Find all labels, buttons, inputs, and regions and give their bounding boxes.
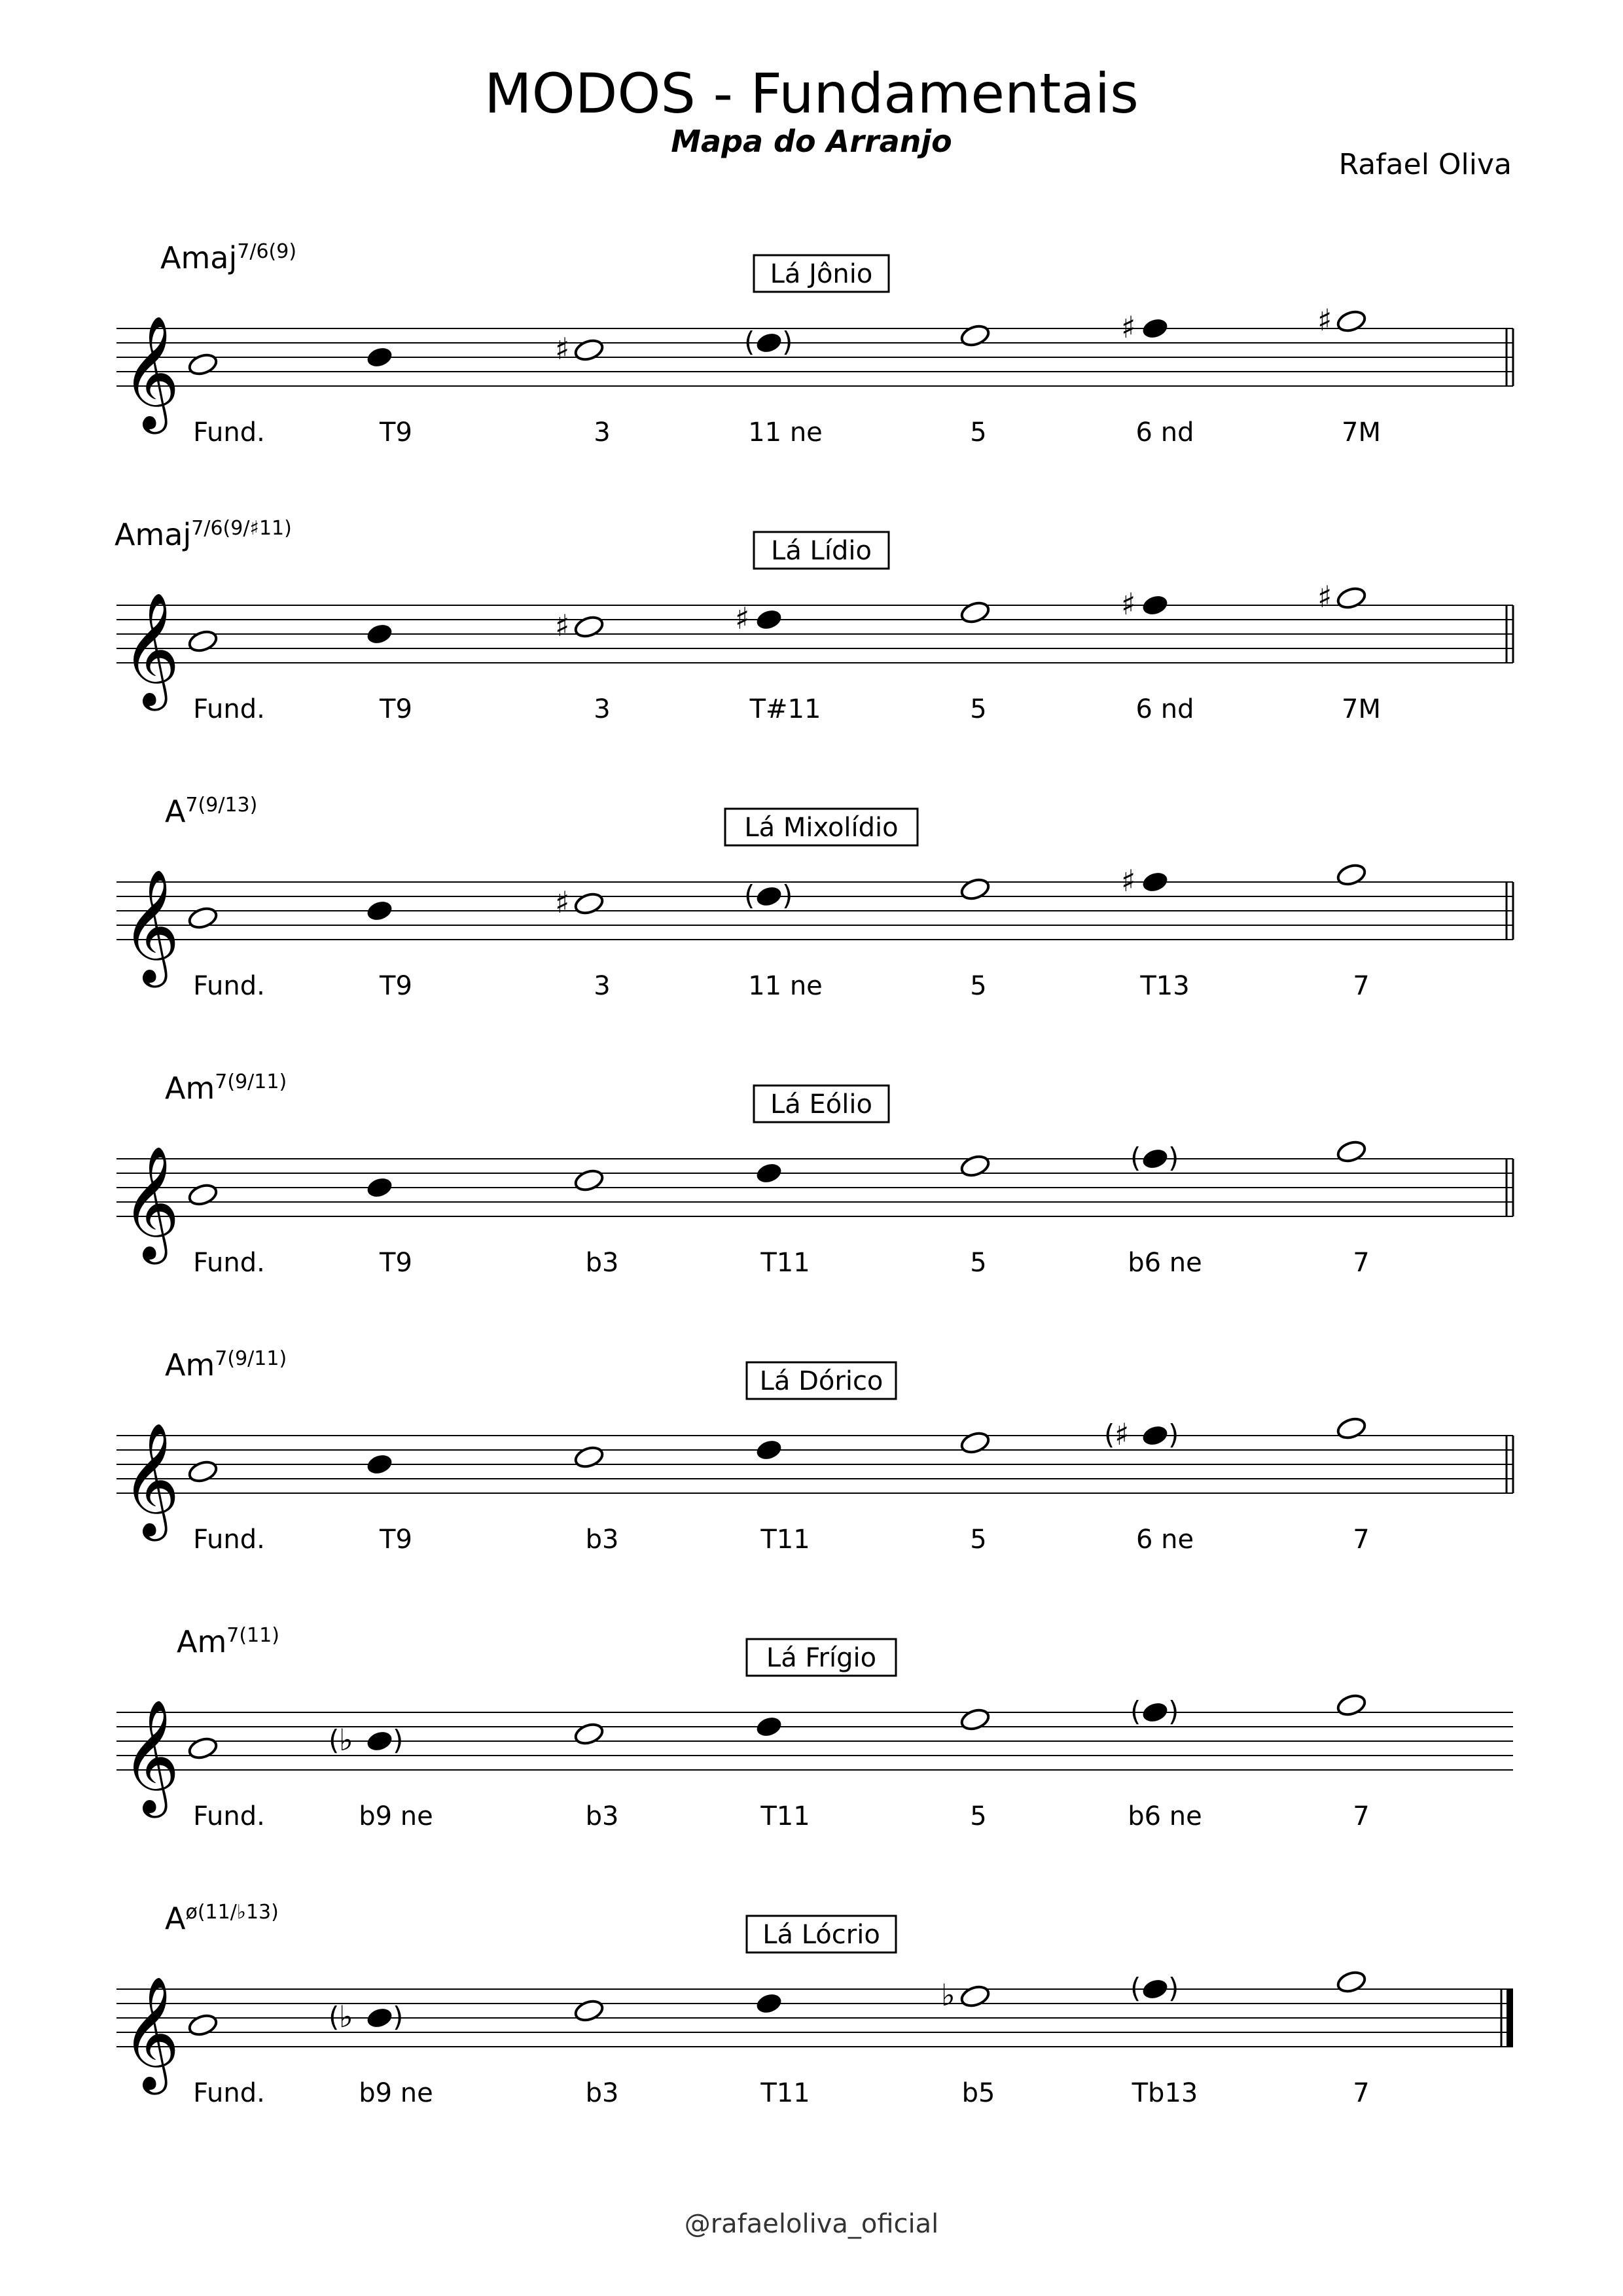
mode-name: Lá Lócrio <box>762 1920 880 1950</box>
chord-symbol: Amaj$^{7/6(9)}$ <box>160 240 297 275</box>
chord-symbol: $Am^{7(9/11)}$ <box>165 1347 287 1383</box>
note <box>959 323 991 349</box>
note <box>959 877 991 902</box>
degree-label: Fund. <box>193 1248 265 1278</box>
degree-label: b6 ne <box>1128 1801 1202 1831</box>
staff-system <box>116 794 1513 1001</box>
degree-label: 7 <box>1353 1525 1370 1555</box>
half-notehead <box>959 1154 991 1179</box>
paren-right: ) <box>1168 1695 1179 1727</box>
note <box>187 1459 219 1485</box>
note <box>959 1707 991 1733</box>
sharp-icon: ♯ <box>555 608 570 643</box>
degree-label: 5 <box>970 1248 987 1278</box>
paren-right: ) <box>782 326 793 358</box>
quarter-notehead <box>755 1714 784 1739</box>
degree-label: Fund. <box>193 2078 265 2108</box>
note <box>573 1998 605 2024</box>
quarter-notehead <box>365 1175 395 1199</box>
degree-label: 5 <box>970 694 987 724</box>
degree-label: T13 <box>1140 971 1190 1001</box>
note <box>959 1430 991 1456</box>
degree-label: Fund. <box>193 417 265 448</box>
paren-left: ( <box>1130 1695 1141 1727</box>
treble-clef-icon: 𝄞 <box>122 869 180 983</box>
half-notehead <box>573 1168 605 1193</box>
chord-symbol: Amaj$^{7/6(9/♯11)}$ <box>115 517 292 552</box>
mode-name-box <box>754 255 889 292</box>
note <box>1317 302 1367 338</box>
note <box>959 1154 991 1179</box>
degree-label: 5 <box>970 971 987 1001</box>
note <box>1336 1416 1367 1441</box>
degree-label: 6 ne <box>1135 1525 1194 1555</box>
flat-icon: ♭ <box>339 1999 353 2034</box>
page-subtitle: Mapa do Arranjo <box>671 124 952 159</box>
degree-label: b5 <box>961 2078 995 2108</box>
quarter-notehead <box>365 2005 395 2030</box>
note <box>1121 863 1169 898</box>
degree-label: b9 ne <box>359 1801 433 1831</box>
note <box>555 885 605 920</box>
note <box>735 601 783 636</box>
treble-clef-icon: 𝄞 <box>122 1699 180 1813</box>
sharp-icon: ♯ <box>555 331 570 366</box>
degree-label: 7M <box>1342 417 1381 448</box>
note <box>744 326 793 358</box>
half-notehead <box>959 600 991 626</box>
half-notehead <box>187 352 219 378</box>
systems-group <box>115 240 1513 2108</box>
staff-system <box>115 517 1513 724</box>
half-notehead <box>1336 862 1367 888</box>
mode-name: Lá Frígio <box>766 1643 877 1673</box>
degree-label: 3 <box>594 971 611 1001</box>
degree-label: b3 <box>585 2078 619 2108</box>
degree-label: T9 <box>380 1525 412 1555</box>
paren-right: ) <box>1168 1142 1179 1174</box>
degree-label: 3 <box>594 417 611 448</box>
note <box>187 906 219 931</box>
degree-label: b3 <box>585 1801 619 1831</box>
degree-label: T11 <box>760 2078 810 2108</box>
paren-right: ) <box>393 2001 404 2033</box>
paren-right: ) <box>782 879 793 911</box>
quarter-notehead <box>1141 316 1170 340</box>
degree-label: 5 <box>970 1525 987 1555</box>
degree-label: 5 <box>970 417 987 448</box>
footer-credit: @rafaeloliva_oficial <box>684 2209 939 2239</box>
quarter-notehead <box>1141 1146 1170 1171</box>
degree-label: Fund. <box>193 694 265 724</box>
quarter-notehead <box>365 622 395 646</box>
note <box>755 1991 784 2015</box>
sharp-icon: ♯ <box>1121 586 1136 622</box>
degree-label: T9 <box>380 417 412 448</box>
degree-label: Fund. <box>193 1525 265 1555</box>
note <box>959 600 991 626</box>
note <box>187 629 219 654</box>
mode-name-box <box>725 809 918 845</box>
degree-label: Fund. <box>193 971 265 1001</box>
quarter-notehead <box>755 1161 784 1185</box>
paren-left: ( <box>744 879 755 911</box>
sharp-icon: ♯ <box>1121 309 1136 345</box>
half-notehead <box>187 1459 219 1485</box>
quarter-notehead <box>365 1452 395 1476</box>
staff-system <box>116 1901 1513 2108</box>
degree-label: T9 <box>380 1248 412 1278</box>
degree-label: Tb13 <box>1132 2078 1198 2108</box>
mode-name-box <box>747 1362 896 1399</box>
degree-label: Fund. <box>193 1801 265 1831</box>
degree-label: b9 ne <box>359 2078 433 2108</box>
quarter-notehead <box>365 345 395 369</box>
note <box>1130 1142 1179 1174</box>
quarter-notehead <box>755 1991 784 2015</box>
paren-right: ) <box>1168 1972 1179 2004</box>
staff-system <box>116 1624 1513 1831</box>
treble-clef-icon: 𝄞 <box>122 315 180 429</box>
paren-left: ( <box>1130 1142 1141 1174</box>
mode-name: Lá Lídio <box>771 536 872 566</box>
half-notehead <box>573 614 605 640</box>
half-notehead <box>1336 1969 1367 1995</box>
degree-label: 7M <box>1342 694 1381 724</box>
half-notehead <box>1336 1416 1367 1441</box>
half-notehead <box>1336 1139 1367 1165</box>
half-notehead <box>1336 586 1367 611</box>
sharp-icon: ♯ <box>1115 1417 1130 1452</box>
page-title: MODOS - Fundamentais <box>484 62 1139 126</box>
treble-clef-icon: 𝄞 <box>122 1422 180 1536</box>
note <box>329 1722 403 1757</box>
paren-right: ) <box>393 1724 404 1756</box>
half-notehead <box>959 1707 991 1733</box>
note <box>1130 1972 1179 2004</box>
note <box>365 1452 395 1476</box>
note <box>573 1168 605 1193</box>
sharp-icon: ♯ <box>735 601 750 636</box>
note <box>755 1438 784 1462</box>
degree-label: 11 ne <box>748 417 823 448</box>
half-notehead <box>1336 1693 1367 1718</box>
degree-label: 11 ne <box>748 971 823 1001</box>
degree-label: T#11 <box>749 694 821 724</box>
mode-name: Lá Jônio <box>770 259 873 289</box>
note <box>755 1161 784 1185</box>
half-notehead <box>187 906 219 931</box>
treble-clef-icon: 𝄞 <box>122 1146 180 1260</box>
mode-name-box <box>747 1639 896 1676</box>
note <box>365 898 395 923</box>
note <box>1317 579 1367 614</box>
sharp-icon: ♯ <box>1317 302 1332 338</box>
mode-name: Lá Eólio <box>770 1089 872 1120</box>
note <box>187 1182 219 1208</box>
note <box>755 1714 784 1739</box>
degree-label: 5 <box>970 1801 987 1831</box>
degree-label: 6 nd <box>1135 694 1194 724</box>
composer-name: Rafael Oliva <box>1338 148 1512 181</box>
degree-label: b6 ne <box>1128 1248 1202 1278</box>
flat-icon: ♭ <box>941 1977 955 2013</box>
degree-label: 7 <box>1353 2078 1370 2108</box>
mode-name: Lá Mixolídio <box>744 813 899 843</box>
paren-left: ( <box>329 2001 340 2033</box>
note <box>187 1736 219 1761</box>
note <box>1336 1693 1367 1718</box>
half-notehead <box>187 1182 219 1208</box>
quarter-notehead <box>365 1729 395 1753</box>
note <box>365 1175 395 1199</box>
note <box>365 622 395 646</box>
degree-label: T11 <box>760 1525 810 1555</box>
half-notehead <box>573 1722 605 1747</box>
note <box>1130 1695 1179 1727</box>
note <box>941 1977 991 2013</box>
final-barline-thick <box>1507 1989 1513 2047</box>
note <box>1121 586 1169 622</box>
paren-right: ) <box>1168 1419 1179 1451</box>
degree-label: 7 <box>1353 1801 1370 1831</box>
note <box>573 1445 605 1470</box>
quarter-notehead <box>755 330 784 355</box>
degree-label: T9 <box>380 694 412 724</box>
treble-clef-icon: 𝄞 <box>122 1976 180 2090</box>
half-notehead <box>187 629 219 654</box>
degree-label: 7 <box>1353 1248 1370 1278</box>
degree-label: 6 nd <box>1135 417 1194 448</box>
quarter-notehead <box>755 607 784 631</box>
quarter-notehead <box>1141 1423 1170 1447</box>
mode-name-box <box>747 1916 896 1952</box>
degree-label: b3 <box>585 1248 619 1278</box>
half-notehead <box>959 323 991 349</box>
treble-clef-icon: 𝄞 <box>122 592 180 706</box>
mode-name-box <box>754 1086 889 1122</box>
degree-label: 3 <box>594 694 611 724</box>
staff-system <box>116 1070 1513 1278</box>
staff-system <box>116 1347 1513 1555</box>
sharp-icon: ♯ <box>1121 863 1136 898</box>
note <box>1104 1417 1179 1452</box>
chord-symbol: $A^{ø(11/♭13)}$ <box>165 1901 279 1936</box>
half-notehead <box>573 1445 605 1470</box>
half-notehead <box>959 1430 991 1456</box>
half-notehead <box>573 338 605 363</box>
quarter-notehead <box>1141 1977 1170 2001</box>
quarter-notehead <box>1141 593 1170 617</box>
note <box>555 331 605 366</box>
chord-symbol: $Am^{7(11)}$ <box>177 1624 279 1659</box>
staff-system <box>116 240 1513 448</box>
note <box>329 1999 403 2034</box>
paren-left: ( <box>1130 1972 1141 2004</box>
note <box>1336 862 1367 888</box>
note <box>573 1722 605 1747</box>
quarter-notehead <box>365 898 395 923</box>
sharp-icon: ♯ <box>1317 579 1332 614</box>
half-notehead <box>187 2013 219 2038</box>
degree-label: 7 <box>1353 971 1370 1001</box>
chord-symbol: $Am^{7(9/11)}$ <box>165 1070 287 1106</box>
note <box>555 608 605 643</box>
chord-symbol: $A^{7(9/13)}$ <box>165 794 258 829</box>
quarter-notehead <box>755 884 784 908</box>
paren-left: ( <box>329 1724 340 1756</box>
half-notehead <box>573 1998 605 2024</box>
degree-label: b3 <box>585 1525 619 1555</box>
half-notehead <box>959 1984 991 2009</box>
note <box>187 352 219 378</box>
quarter-notehead <box>755 1438 784 1462</box>
flat-icon: ♭ <box>339 1722 353 1757</box>
note <box>1336 1969 1367 1995</box>
half-notehead <box>959 877 991 902</box>
note <box>1336 1139 1367 1165</box>
quarter-notehead <box>1141 870 1170 894</box>
paren-left: ( <box>1104 1419 1115 1451</box>
note <box>187 2013 219 2038</box>
paren-left: ( <box>744 326 755 358</box>
degree-label: T11 <box>760 1801 810 1831</box>
quarter-notehead <box>1141 1700 1170 1724</box>
sharp-icon: ♯ <box>555 885 570 920</box>
mode-name-box <box>754 532 889 569</box>
degree-label: T11 <box>760 1248 810 1278</box>
note <box>1121 309 1169 345</box>
note <box>744 879 793 911</box>
degree-label: T9 <box>380 971 412 1001</box>
half-notehead <box>1336 309 1367 334</box>
mode-name: Lá Dórico <box>759 1366 883 1396</box>
half-notehead <box>187 1736 219 1761</box>
note <box>365 345 395 369</box>
half-notehead <box>573 891 605 917</box>
